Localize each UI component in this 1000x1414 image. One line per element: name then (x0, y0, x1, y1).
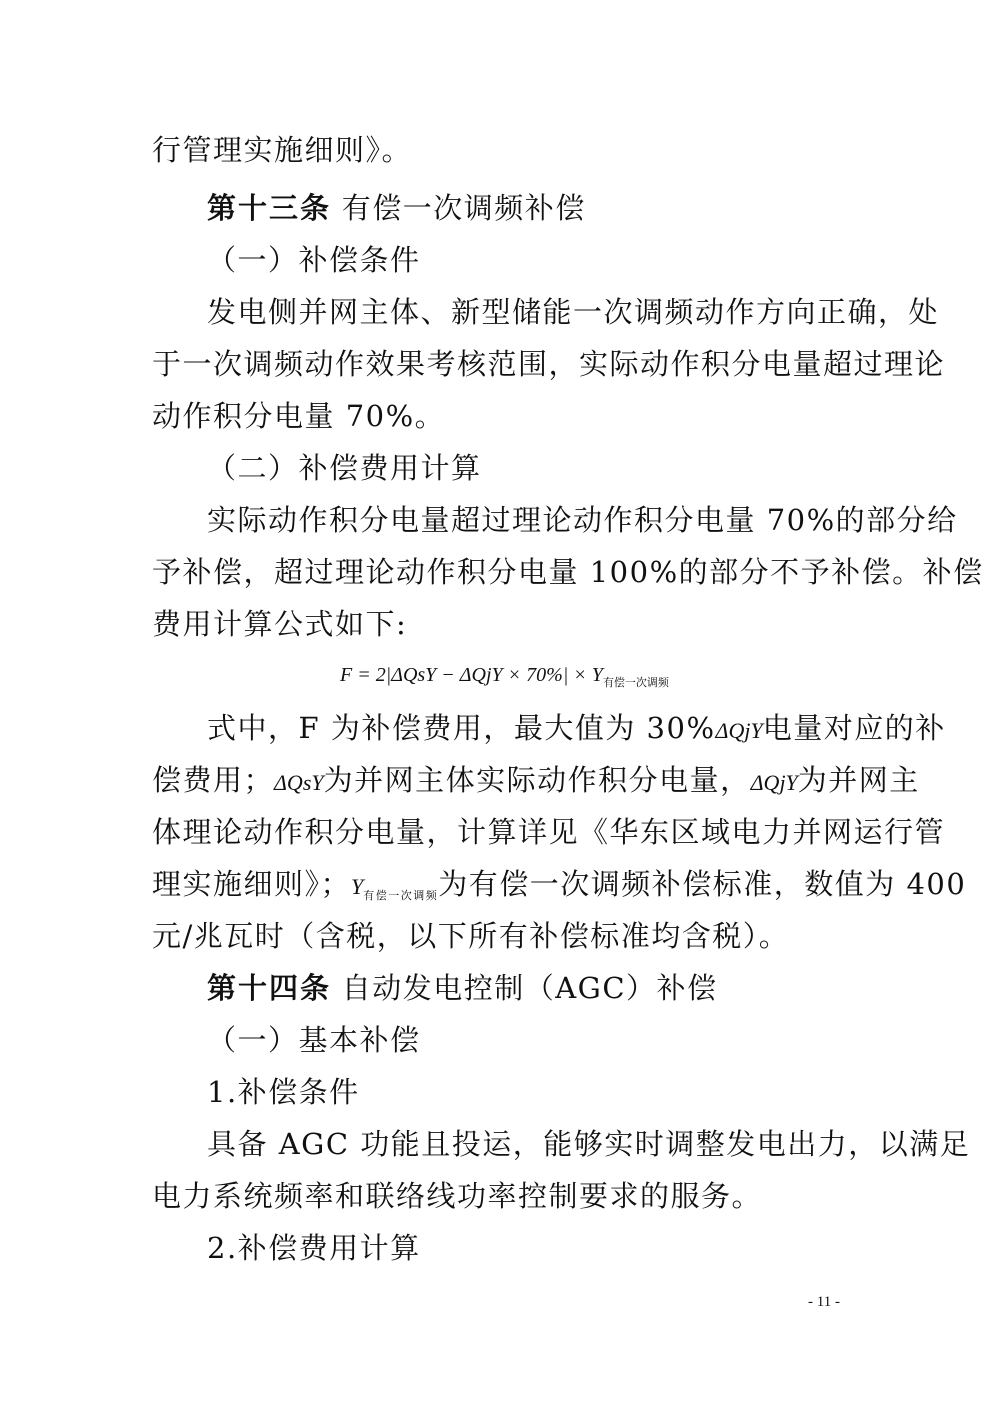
text-span: 电量对应的补 (762, 711, 946, 745)
text-span: 为并网主 (797, 763, 920, 797)
formula-subscript: 有偿一次调频 (602, 676, 669, 689)
article-number: 第十三条 (207, 191, 332, 225)
article-14-heading (207, 968, 852, 1008)
symbol-y: Y (351, 874, 364, 899)
text-line (207, 708, 946, 751)
article-13-heading (207, 188, 852, 228)
page-number: - 11 - (808, 1294, 840, 1310)
text-span: 偿费用； (152, 763, 275, 797)
text-line: 于一次调频动作效果考核范围，实际动作积分电量超过理论 (152, 347, 946, 381)
article-title: 有偿一次调频补偿 (341, 191, 586, 225)
text-span: 为并网主体实际动作积分电量， (323, 763, 751, 797)
article-number: 第十四条 (207, 971, 332, 1005)
symbol-dqsy: ΔQsY (274, 770, 324, 795)
text-line: 发电侧并网主体、新型储能一次调频动作方向正确，处 (207, 295, 940, 329)
text-span: 理实施细则》； (152, 867, 352, 901)
text-line: 行管理实施细则》。 (152, 133, 413, 167)
text-line: 实际动作积分电量超过理论动作积分电量 70%的部分给 (207, 503, 958, 537)
text-line: 元/兆瓦时（含税，以下所有补偿标准均含税）。 (152, 919, 790, 953)
section-heading: （一）补偿条件 (207, 243, 421, 277)
text-line: 费用计算公式如下: (152, 607, 408, 641)
subsection-heading: 1.补偿条件 (207, 1075, 360, 1109)
symbol-y-subscript: 有偿一次调频 (363, 889, 439, 902)
text-span: 为有偿一次调频补偿标准，数值为 400 (438, 867, 967, 901)
text-line: 予补偿，超过理论动作积分电量 100%的部分不予补偿。补偿 (152, 555, 984, 589)
text-line: 体理论动作积分电量，计算详见《华东区域电力并网运行管 (152, 815, 946, 849)
compensation-formula (340, 660, 669, 698)
text-line: 动作积分电量 70%。 (152, 399, 446, 433)
symbol-dqjy: ΔQjY (715, 718, 763, 743)
section-heading: （一）基本补偿 (207, 1023, 421, 1057)
text-line: 具备 AGC 功能且投运，能够实时调整发电出力，以满足 (207, 1127, 971, 1161)
formula-main: F = 2|ΔQsY − ΔQjY × 70%| × Y (340, 664, 603, 686)
symbol-dqjy: ΔQjY (750, 770, 798, 795)
text-line (152, 760, 920, 803)
subsection-heading: 2.补偿费用计算 (207, 1231, 421, 1265)
article-title: 自动发电控制（AGC）补偿 (341, 971, 718, 1005)
text-line (152, 864, 967, 916)
text-span: 式中，F 为补偿费用，最大值为 30% (207, 711, 716, 745)
section-heading: （二）补偿费用计算 (207, 451, 482, 485)
text-line: 电力系统频率和联络线功率控制要求的服务。 (152, 1179, 763, 1213)
